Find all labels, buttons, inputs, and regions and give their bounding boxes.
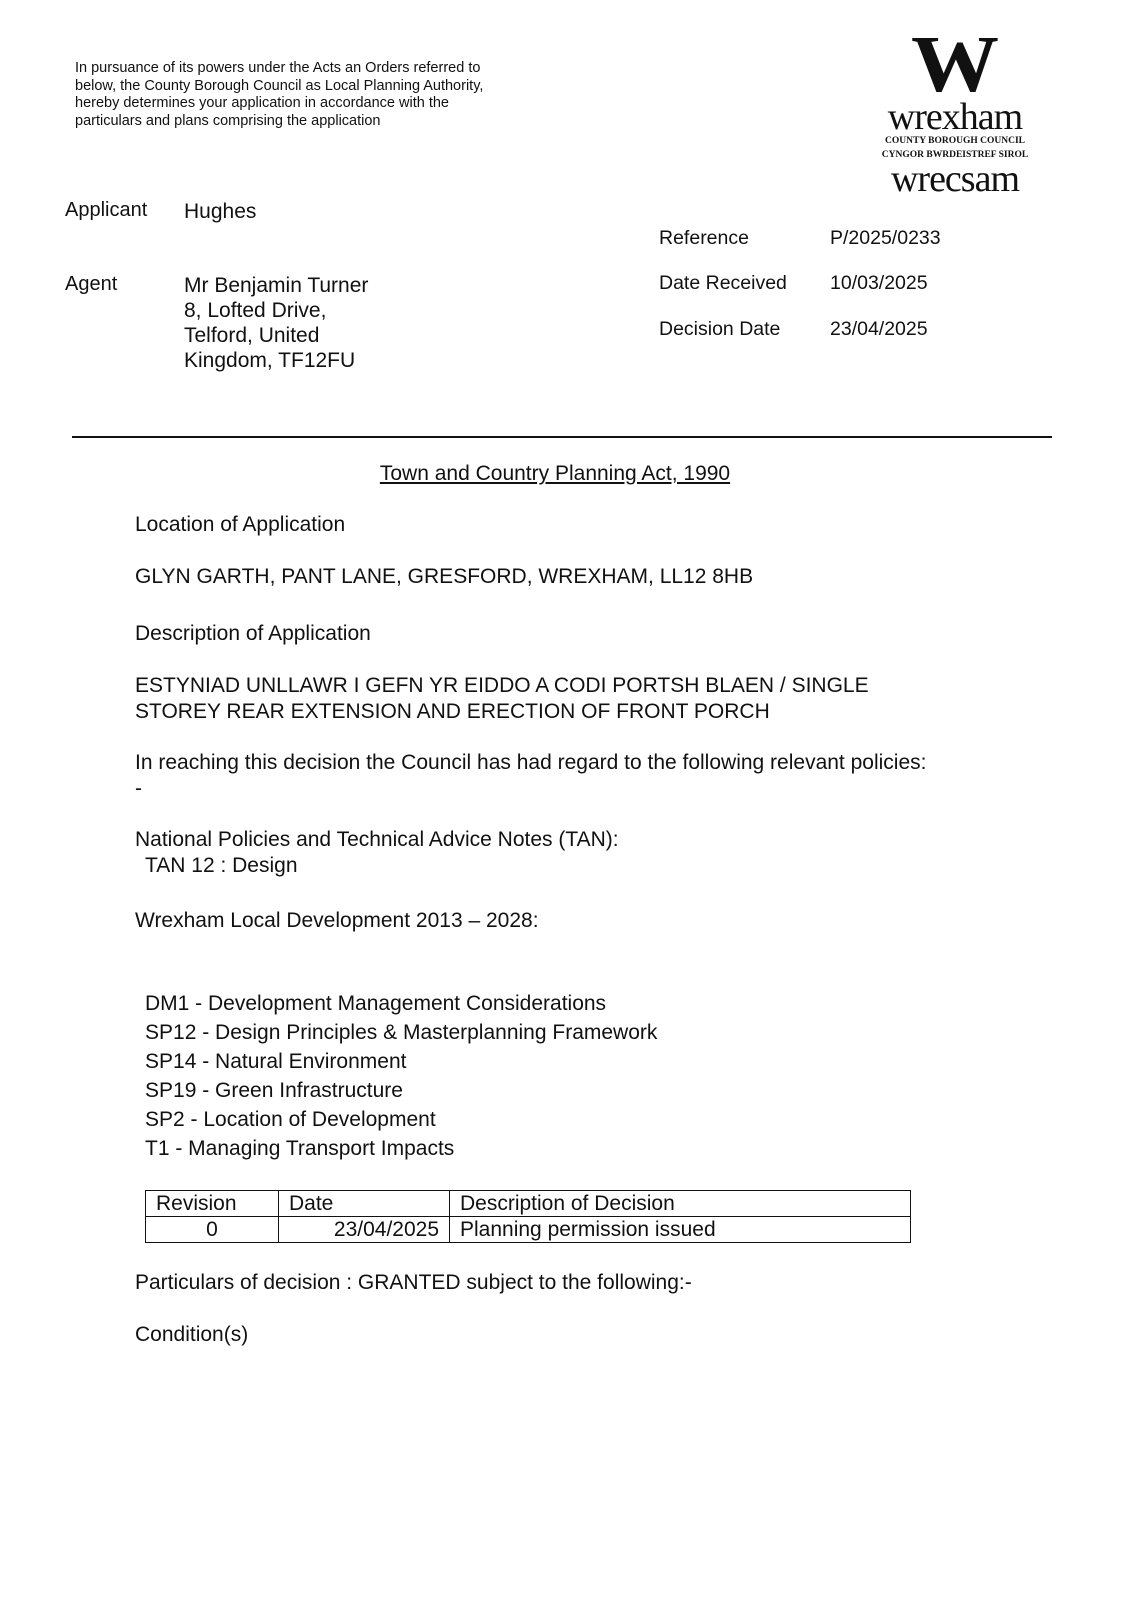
regard-text: In reaching this decision the Council has had regard to the following relevant policies: - [135, 751, 927, 800]
agent-line: Kingdom, TF12FU [184, 349, 356, 372]
policy-item: SP2 - Location of Development [145, 1108, 436, 1131]
agent-address [184, 273, 368, 373]
table-header-row [146, 1191, 911, 1217]
local-heading: Wrexham Local Development 2013 – 2028: [135, 909, 539, 932]
decision-date-label: Decision Date [659, 318, 781, 340]
policy-item: SP12 - Design Principles & Masterplanning Framework [145, 1021, 658, 1044]
location-heading: Location of Application [135, 513, 346, 536]
logo-line1: COUNTY BOROUGH COUNCIL [884, 136, 1026, 146]
divider [72, 436, 1052, 438]
cell-revision: 0 [146, 1217, 279, 1243]
national-item: TAN 12 : Design [145, 854, 298, 877]
particulars-text: Particulars of decision : GRANTED subject to the following:- [135, 1271, 692, 1294]
header-date: Date [279, 1191, 450, 1217]
description-value: ESTYNIAD UNLLAWR I GEFN YR EIDDO A CODI PORTSH BLAEN / SINGLE STOREY REAR EXTENSION AND ERECTION OF FRONT PORCH [135, 674, 869, 723]
agent-label: Agent [65, 273, 118, 295]
agent-line: Mr Benjamin Turner [184, 274, 369, 297]
wrexham-logo [880, 21, 1030, 200]
policy-item: SP14 - Natural Environment [145, 1050, 407, 1073]
policy-item: SP19 - Green Infrastructure [145, 1079, 403, 1102]
decision-table [145, 1190, 911, 1243]
intro-text: In pursuance of its powers under the Acts an Orders referred to below, the County Borough Council as Local Planning Authority, hereby determines your application in accordance with the particulars and plans comprising the application [75, 60, 484, 129]
logo-mark: W [911, 21, 999, 109]
logo-line2: CYNGOR BWRDEISTREF SIROL [881, 150, 1029, 160]
decision-date-value: 23/04/2025 [830, 318, 928, 340]
act-title: Town and Country Planning Act, 1990 [379, 462, 731, 485]
description-heading: Description of Application [135, 622, 371, 645]
date-received-label: Date Received [659, 272, 787, 294]
location-value: GLYN GARTH, PANT LANE, GRESFORD, WREXHAM, LL12 8HB [135, 565, 754, 588]
policy-item: T1 - Managing Transport Impacts [145, 1137, 455, 1160]
national-heading: National Policies and Technical Advice Notes (TAN): [135, 828, 619, 851]
logo-name-en: wrexham [887, 96, 1023, 138]
cell-date: 23/04/2025 [279, 1217, 450, 1243]
header-revision: Revision [146, 1191, 279, 1217]
policy-item: DM1 - Development Management Considerations [145, 992, 607, 1015]
applicant-label: Applicant [65, 199, 148, 221]
header-description: Description of Decision [450, 1191, 911, 1217]
local-policy-list [145, 989, 657, 1163]
conditions-heading: Condition(s) [135, 1323, 249, 1346]
agent-line: Telford, United [184, 324, 320, 347]
logo-name-cy: wrecsam [890, 158, 1020, 200]
table-row [146, 1217, 911, 1243]
date-received-value: 10/03/2025 [830, 272, 928, 294]
cell-description: Planning permission issued [450, 1217, 911, 1243]
reference-value: P/2025/0233 [830, 227, 941, 249]
agent-line: 8, Lofted Drive, [184, 299, 327, 322]
applicant-value: Hughes [184, 200, 257, 223]
reference-label: Reference [659, 227, 749, 249]
